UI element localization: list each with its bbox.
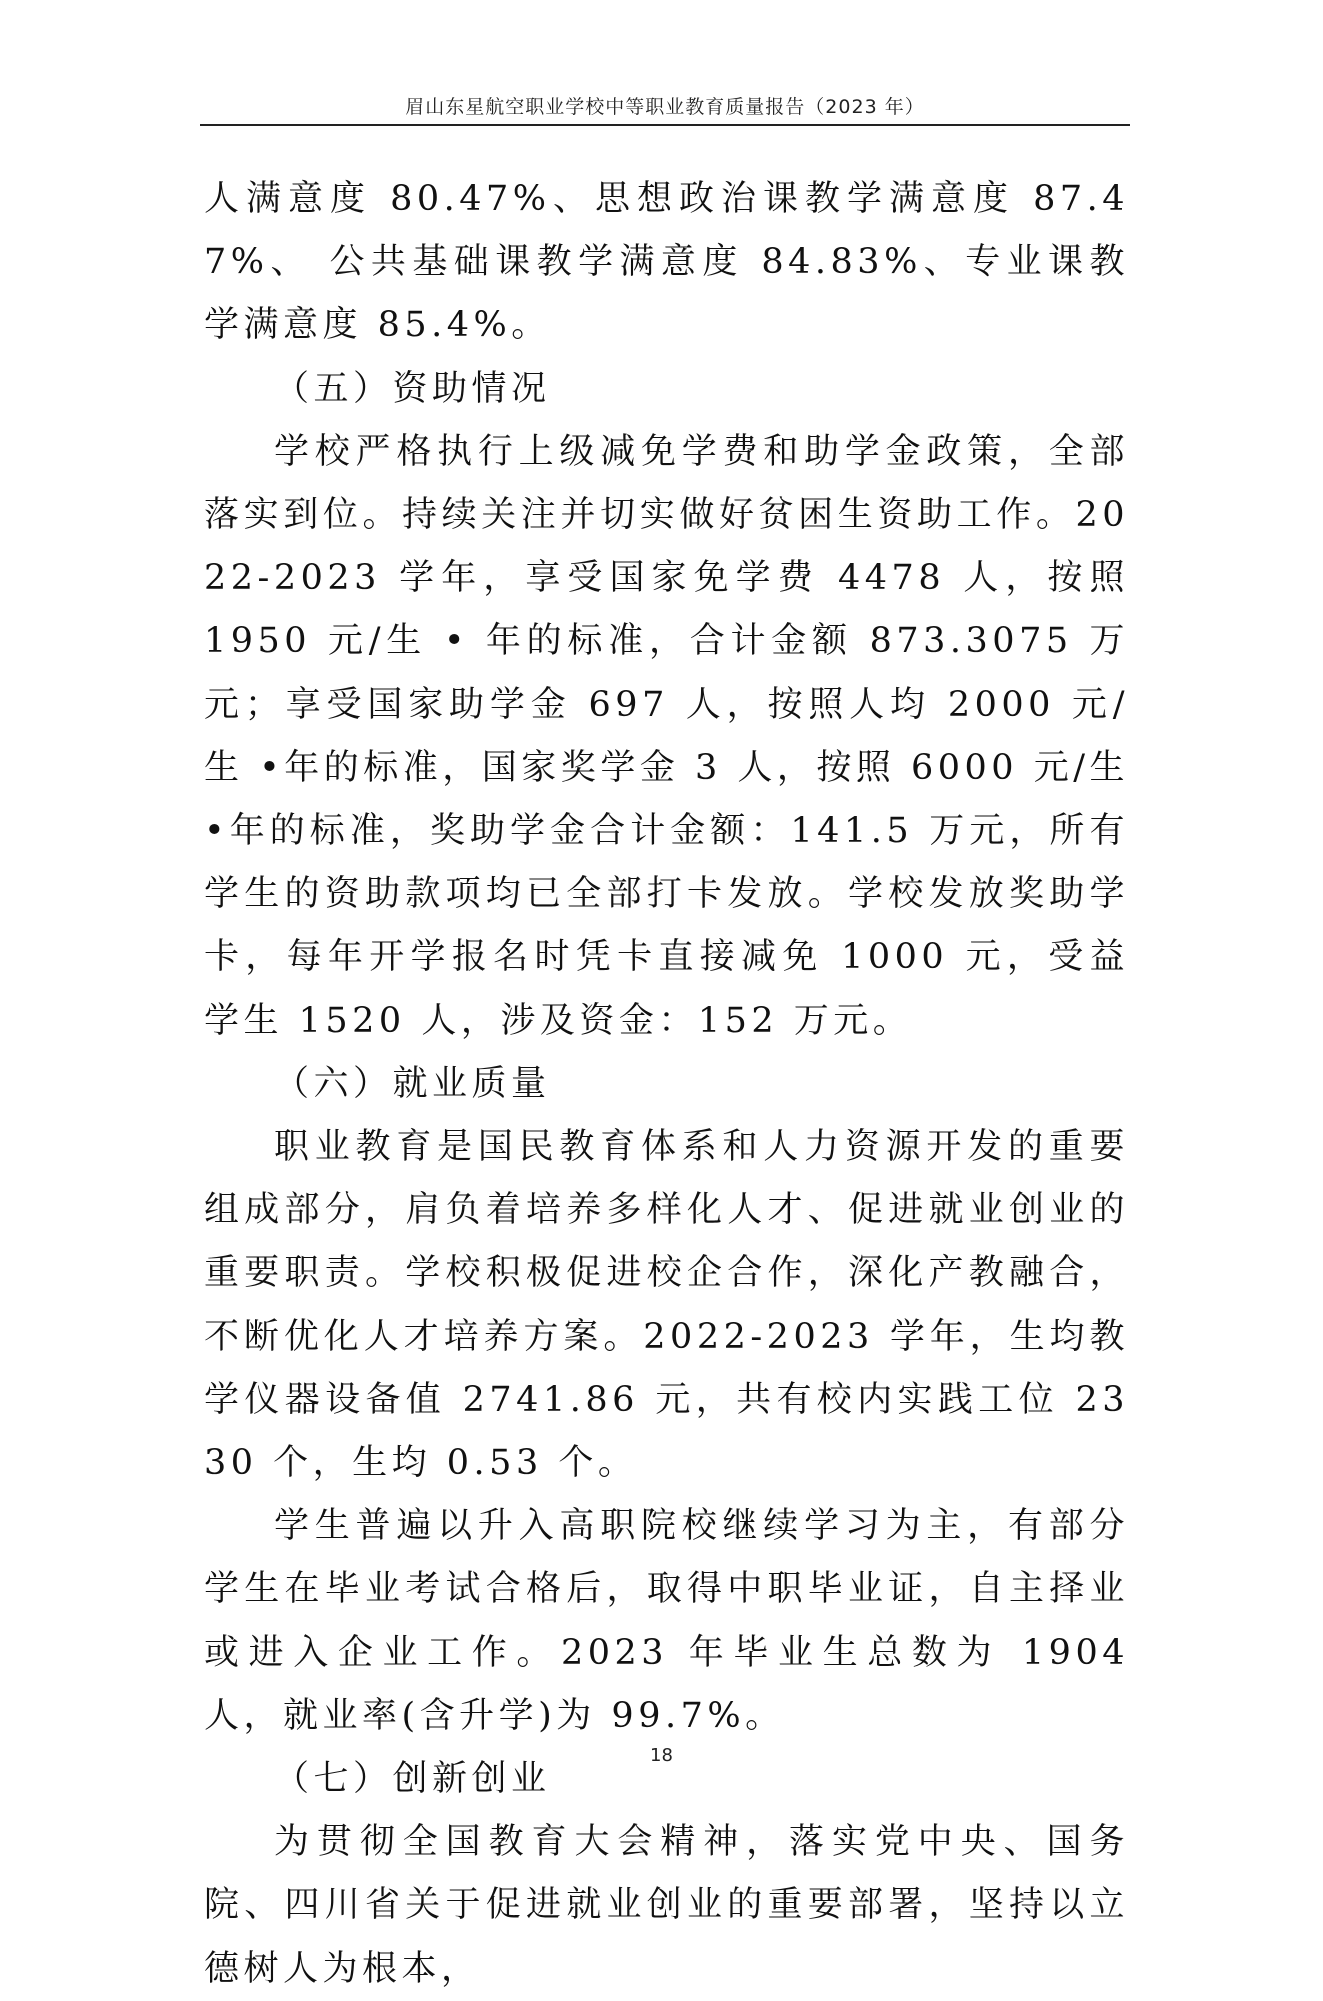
header-divider (200, 124, 1130, 126)
running-header: 眉山东星航空职业学校中等职业教育质量报告（2023 年） (405, 96, 925, 118)
section-heading-financial-aid: （五）资助情况 (274, 368, 551, 409)
paragraph-financial-aid: 学校严格执行上级减免学费和助学金政策，全部落实到位。持续关注并切实做好贫困生资助工作。2022-2023 学年，享受国家免学费 4478 人，按照 1950 元/生 • 年的标准，合计金额 873.3075 万元；享受国家助学金 697 人，按照人均 2000 元/生 •年的标准，国家奖学金 3 人，按照 6000 元/生 •年的标准，奖助学金合计金额：141.5 万元，所有学生的资助款项均已全部打卡发放。学校发放奖助学卡，每年开学报名时凭卡直接减免 1000 元，受益学生 1520 人，涉及资金：152 万元。 (204, 431, 1129, 1041)
paragraph-employment: 职业教育是国民教育体系和人力资源开发的重要组成部分，肩负着培养多样化人才、促进就业创业的重要职责。学校积极促进校企合作，深化产教融合，不断优化人才培养方案。2022-2023 学年，生均教学仪器设备值 2741.86 元，共有校内实践工位 2330 个，生均 0.53 个。 (204, 1127, 1129, 1484)
section-heading-employment: （六）就业质量 (274, 1063, 551, 1104)
paragraph-innovation: 为贯彻全国教育大会精神，落实党中央、国务院、四川省关于促进就业创业的重要部署，坚持以立德树人为根本， (204, 1822, 1129, 1989)
paragraph-satisfaction: 人满意度 80.47%、思想政治课教学满意度 87.47%、 公共基础课教学满意度 84.83%、专业课教学满意度 85.4%。 (204, 179, 1129, 346)
document-body (204, 168, 1129, 2001)
paragraph-graduates: 学生普遍以升入高职院校继续学习为主，有部分学生在毕业考试合格后，取得中职毕业证，自主择业或进入企业工作。2023 年毕业生总数为 1904 人，就业率(含升学)为 99.7%。 (204, 1506, 1129, 1736)
section-heading-innovation: （七）创新创业 (274, 1759, 551, 1800)
page-number: 18 (650, 1745, 673, 1766)
